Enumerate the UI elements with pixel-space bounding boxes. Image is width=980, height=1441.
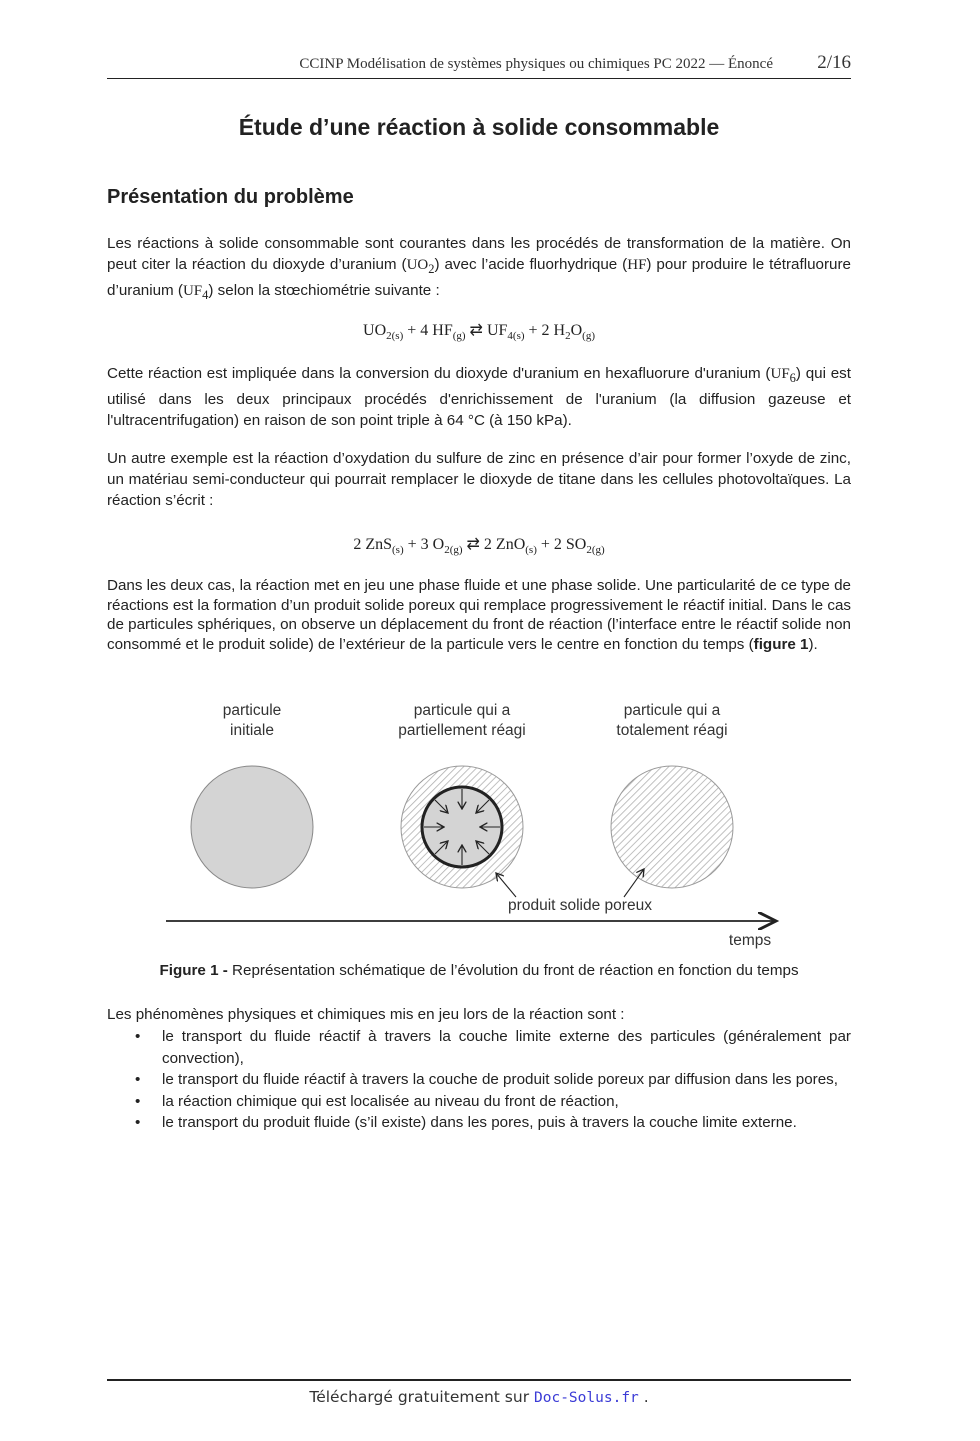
chem-uf4 (182, 283, 209, 302)
text: UO (406, 257, 429, 273)
list-item-text: le transport du fluide réactif à travers la couche de produit solide poreux par diffusion dans les pores, (162, 1071, 838, 1088)
text: Les réactions à solide consommable sont courantes dans les procédés de transformation de la matière. On peut citer la réaction du dioxyde d’uranium ( (107, 235, 851, 273)
pointer-arrow-icon (496, 873, 516, 897)
paragraph-zinc: Un autre exemple est la réaction d’oxydation du sulfure de zinc en présence d’air pour former l’oxyde de zinc, un matériau semi-conducteur qui pourrait remplacer le dioxyde de titane dans les cellules photovoltaïques. La réaction s’écrit : (107, 450, 851, 509)
eq-term: ⇄ 2 ZnO (462, 536, 526, 553)
porous-product-label: produit solide poreux (508, 897, 652, 914)
label-line: initiale (230, 722, 274, 739)
figure-1 (160, 695, 800, 955)
eq-term: + 2 SO (536, 536, 587, 553)
bullet-icon: • (135, 1028, 141, 1045)
paragraph-intro (107, 233, 851, 306)
chem-hf: HF (627, 257, 647, 273)
page-footer (107, 1388, 851, 1406)
eq-term: + 4 HF (403, 322, 453, 339)
doc-solus-link[interactable]: Doc-Solus.fr (534, 1390, 639, 1406)
text: ). (808, 635, 818, 653)
label-line: partiellement réagi (398, 722, 526, 739)
figure-drawing (160, 695, 800, 955)
text: ) pour produire le tétrafluorure d’uranium ( (107, 256, 851, 299)
list-item (107, 1069, 851, 1091)
eq-sub: (s) (392, 544, 404, 557)
figure-caption (107, 962, 851, 979)
eq-sub: 4(s) (507, 330, 525, 343)
phenomena-list (107, 1026, 851, 1134)
footer-end: . (638, 1388, 649, 1406)
paragraph-uf6 (107, 363, 851, 431)
bullet-icon: • (135, 1114, 141, 1131)
list-item-text: la réaction chimique qui est localisée au niveau du front de réaction, (162, 1092, 619, 1110)
chem-uf6 (770, 366, 796, 385)
list-item-text: le transport du produit fluide (s’il existe) dans les pores, puis à travers la couche limite externe. (162, 1114, 797, 1131)
figure-reference: figure 1 (753, 635, 809, 653)
list-item (107, 1026, 851, 1069)
eq-sub: 2 (565, 330, 571, 343)
subscript: 6 (789, 371, 796, 385)
eq-term: + 2 H (524, 322, 566, 339)
eq-term: ⇄ UF (465, 322, 508, 339)
text: ) avec l’acide fluorhydrique ( (434, 256, 628, 273)
document-title: Étude d’une réaction à solide consommable (238, 114, 720, 140)
caption-label: Figure 1 - (159, 962, 228, 979)
label-line: particule (222, 702, 282, 719)
bullet-icon: • (135, 1071, 141, 1088)
footer-divider (107, 1379, 851, 1381)
label-line: particule qui a (623, 702, 721, 719)
eq-sub: (g) (452, 330, 466, 343)
chem-uo2 (406, 257, 435, 276)
page-number: 2/16 (817, 52, 851, 73)
eq-term: UO (363, 322, 387, 339)
subscript: 2 (428, 262, 435, 276)
text: UF (770, 366, 790, 382)
text: Cette réaction est impliquée dans la conversion du dioxyde d'uranium en hexafluorure d'uranium ( (107, 365, 771, 382)
footer-text: Téléchargé gratuitement sur (309, 1388, 535, 1406)
eq-sub: (s) (525, 544, 537, 557)
label-line: particule qui a (413, 702, 511, 719)
section-title: Présentation du problème (107, 186, 354, 208)
text: ) qui est utilisé dans les deux principaux procédés d'enrichissement de l'uranium (la diffusion gazeuse et l'ultracentrifugation) en raison de son point triple à 64 °C (à 150 kPa). (107, 365, 851, 429)
eq-sub: 2(s) (386, 330, 404, 343)
header-title: CCINP Modélisation de systèmes physiques ou chimiques PC 2022 — Énoncé (299, 56, 773, 72)
equation-zinc (107, 534, 851, 556)
eq-sub: 2(g) (586, 544, 605, 557)
paragraph-phenomena: Les phénomènes physiques et chimiques mis en jeu lors de la réaction sont : (107, 1006, 625, 1023)
eq-term: 2 ZnS (353, 536, 392, 553)
paragraph-mechanism (107, 576, 851, 654)
subscript: 4 (202, 288, 209, 302)
bullet-icon: • (135, 1092, 141, 1110)
list-item (107, 1112, 851, 1134)
list-item (107, 1091, 851, 1113)
text: UF (182, 283, 203, 299)
text: ) selon la stœchiométrie suivante : (208, 282, 440, 299)
initial-particle (191, 766, 313, 888)
page-header (107, 52, 851, 79)
eq-sub: 2(g) (444, 544, 463, 557)
eq-sub: (g) (582, 330, 595, 343)
eq-term: O (570, 322, 583, 339)
time-axis-label: temps (728, 932, 772, 949)
caption-text: Représentation schématique de l’évolution du front de réaction en fonction du temps (227, 962, 799, 979)
total-particle (611, 766, 733, 888)
eq-term: + 3 O (403, 536, 445, 553)
equation-uranium (107, 320, 851, 342)
label-line: totalement réagi (616, 722, 728, 739)
list-item-text: le transport du fluide réactif à travers la couche limite externe des particules (généralement par convection), (162, 1028, 851, 1067)
text: Dans les deux cas, la réaction met en jeu une phase fluide et une phase solide. Une particularité de ce type de réactions est la formation d’un produit solide poreux qui remplace progressivement le réactif initial. Dans le cas de particules sphériques, on observe un déplacement du front de réaction (l’interface entre le réactif solide non consommé et le produit solide) de l’extérieur de la particule vers le centre en fonction du temps ( (107, 577, 851, 653)
